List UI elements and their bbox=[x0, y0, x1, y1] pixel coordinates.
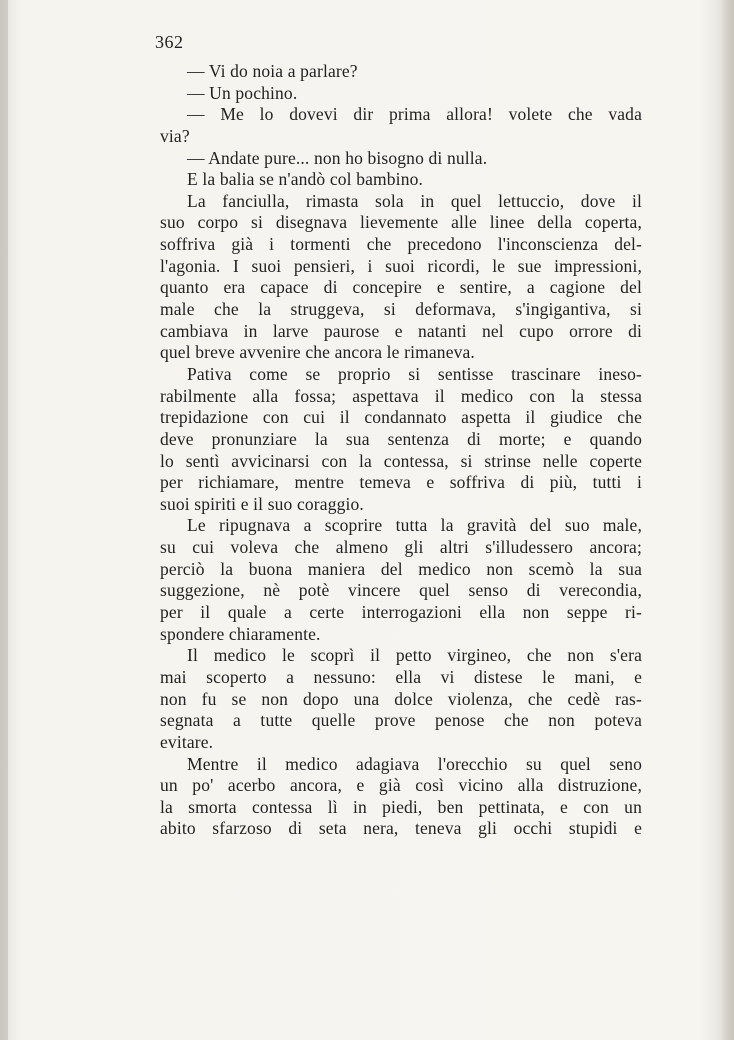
text-line: — Andate pure... non ho bisogno di nulla. bbox=[187, 147, 488, 168]
text-line: abito sfarzoso di seta nera, teneva gli occhi stupidi e bbox=[160, 818, 642, 839]
text-line: Mentre il medico adagiava l'orecchio su quel seno bbox=[187, 753, 642, 774]
text-line: suo corpo si disegnava lievemente alle linee della coperta, bbox=[160, 212, 642, 233]
page-number: 362 bbox=[155, 32, 184, 52]
text-line: evitare. bbox=[160, 731, 214, 752]
text-line: trepidazione con cui il condannato aspetta il giudice che bbox=[160, 407, 642, 428]
text-line: Pativa come se proprio si sentisse trascinare ineso- bbox=[187, 363, 642, 384]
text-line: la smorta contessa lì in piedi, ben pettinata, e con un bbox=[160, 796, 642, 817]
text-line: quanto era capace di concepire e sentire, a cagione del bbox=[160, 277, 642, 298]
text-line: — Un pochino. bbox=[187, 82, 298, 103]
text-line: Il medico le scoprì il petto virgineo, che non s'era bbox=[187, 645, 642, 666]
text-line: lo sentì avvicinarsi con la contessa, si strinse nelle coperte bbox=[160, 450, 642, 471]
text-line: perciò la buona maniera del medico non scemò la sua bbox=[160, 558, 642, 579]
page-spine-shadow bbox=[0, 0, 8, 1040]
text-line: quel breve avvenire che ancora le rimaneva. bbox=[160, 342, 475, 363]
page-edge-shadow bbox=[720, 0, 734, 1040]
text-line: l'agonia. I suoi pensieri, i suoi ricordi, le sue impressioni, bbox=[160, 255, 642, 276]
text-line: segnata a tutte quelle prove penose che non poteva bbox=[160, 710, 642, 731]
text-line: spondere chiaramente. bbox=[160, 623, 321, 644]
text-line: su cui voleva che almeno gli altri s'illudessero ancora; bbox=[160, 537, 642, 558]
text-line: rabilmente alla fossa; aspettava il medico con la stessa bbox=[160, 385, 642, 406]
text-line: mai scoperto a nessuno: ella vi distese le mani, e bbox=[160, 666, 642, 687]
text-line: un po' acerbo ancora, e già così vicino alla distruzione, bbox=[160, 775, 642, 796]
text-line: — Me lo dovevi dir prima allora! volete che vada bbox=[187, 104, 642, 125]
text-line: — Vi do noia a parlare? bbox=[187, 61, 358, 81]
text-line: soffriva già i tormenti che precedono l'inconscienza del- bbox=[160, 234, 642, 255]
text-line: non fu se non dopo una dolce violenza, che cedè ras- bbox=[160, 688, 642, 709]
text-line: La fanciulla, rimasta sola in quel lettuccio, dove il bbox=[187, 190, 642, 211]
body-text bbox=[160, 61, 642, 840]
text-line: per richiamare, mentre temeva e soffriva di più, tutti i bbox=[160, 472, 642, 493]
text-line: cambiava in larve paurose e natanti nel cupo orrore di bbox=[160, 320, 642, 341]
text-line: E la balia se n'andò col bambino. bbox=[187, 169, 424, 190]
text-line: suoi spiriti e il suo coraggio. bbox=[160, 493, 364, 514]
text-line: male che la struggeva, si deformava, s'ingigantiva, si bbox=[160, 299, 642, 320]
text-line: Le ripugnava a scoprire tutta la gravità del suo male, bbox=[187, 515, 642, 536]
text-line: suggezione, nè potè vincere quel senso di verecondia, bbox=[160, 580, 642, 601]
text-line: via? bbox=[160, 125, 190, 146]
text-line: deve pronunziare la sua sentenza di morte; e quando bbox=[160, 428, 642, 449]
text-line: per il quale a certe interrogazioni ella non seppe ri- bbox=[160, 602, 642, 623]
